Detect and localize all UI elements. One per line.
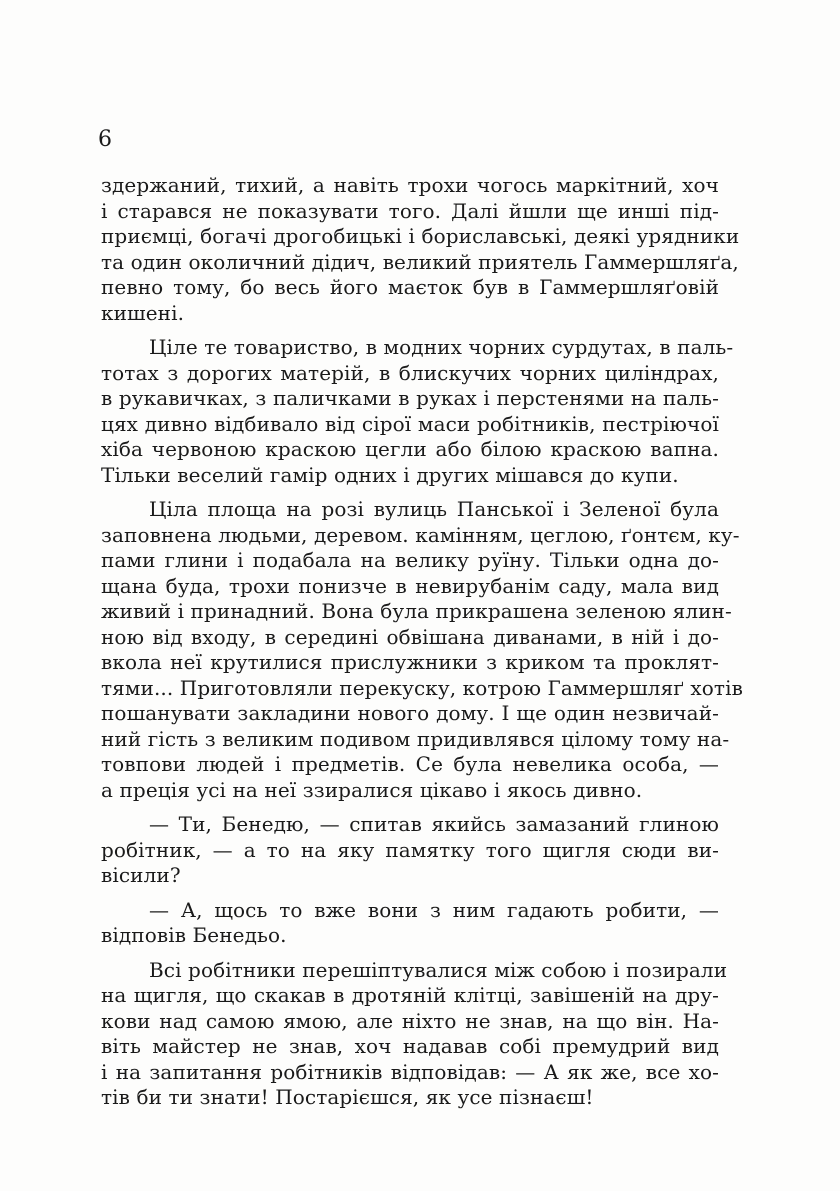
- paragraph-gap: [101, 326, 719, 335]
- text-line: приємці, богачі дрогобицькі і бориславські, деякі урядники: [101, 224, 740, 248]
- text-line: — А, щось то вже вони з ним гадають робити, —: [149, 897, 719, 922]
- text-line: відповів Бенедьо.: [101, 923, 287, 947]
- paragraph-gap: [101, 488, 719, 497]
- text-line: цях дивно відбивало від сірої маси робітників, пестріючої: [101, 411, 719, 436]
- text-line: кишені.: [101, 300, 185, 325]
- text-line: заповнена людьми, деревом. камінням, цеглою, ґонтєм, ку-: [101, 522, 740, 547]
- text-line: хіба червоною краскою цегли або білою краскою вапна.: [101, 437, 719, 461]
- text-line: вкола неї крутилися прислужники з криком та проклят-: [101, 650, 719, 674]
- text-line: щана буда, трохи понизче в невирубанім саду, мала вид: [101, 573, 719, 598]
- paragraph: [101, 957, 728, 1111]
- text-line: тотах з дорогих матерій, в блискучих чорних циліндрах,: [101, 360, 719, 385]
- text-line: а преція усі на неї ззиралися цікаво і якось дивно.: [101, 777, 643, 802]
- page-number: 6: [98, 127, 112, 152]
- text-line: Всі робітники перешіптувалися між собою і позирали: [149, 957, 728, 982]
- paragraph-gap: [101, 949, 719, 958]
- paragraph: [101, 497, 743, 803]
- text-line: та один околичний дідич, великий приятель Гаммершляґа,: [101, 249, 739, 274]
- paragraph-gap: [101, 889, 719, 898]
- text-line: Ціле те товариство, в модних чорних сурдутах, в паль-: [149, 335, 734, 359]
- paragraph: [101, 898, 719, 949]
- text-line: товпови людей і предметів. Се була невелика особа, —: [101, 752, 719, 776]
- body-text: [101, 173, 743, 1111]
- paragraph: [101, 335, 734, 488]
- text-line: ний гість з великим подивом придивлявся цілому тому на-: [101, 726, 730, 751]
- text-line: робітник, — а то на яку памятку того щигля сюди ви-: [101, 837, 719, 862]
- text-line: певно тому, бо весь його маєток був в Гаммершляґовій: [101, 275, 719, 299]
- text-line: кови над самою ямою, але ніхто не знав, на що він. На-: [101, 1008, 719, 1033]
- text-line: пошанувати закладини нового дому. І ще один незвичай-: [101, 701, 719, 725]
- text-line: і на запитання робітників відповідав: — А як же, все хо-: [101, 1059, 719, 1084]
- text-line: пами глини і подабала на велику руїну. Тільки одна до-: [101, 548, 719, 572]
- text-line: Тільки веселий гамір одних і других мішався до купи.: [101, 462, 679, 487]
- text-line: здержаний, тихий, а навіть трохи чогось маркітний, хоч: [101, 173, 719, 197]
- text-line: в рукавичках, з паличками в руках і перстенями на паль-: [101, 386, 719, 410]
- text-line: живий і принадний. Вона була прикрашена зеленою ялин-: [101, 599, 732, 623]
- text-line: віть майстер не знав, хоч надавав собі премудрий вид: [101, 1034, 719, 1058]
- text-line: тів би ти знати! Постарієшся, як усе пізнаєш!: [101, 1085, 594, 1109]
- paragraph-gap: [101, 803, 719, 812]
- text-line: на щигля, що скакав в дротяній клітці, завішеній на дру-: [101, 983, 719, 1007]
- text-line: ною від входу, в середині обвішана диванами, в ній і до-: [101, 624, 719, 649]
- text-line: тями... Приготовляли перекуску, котрою Гаммершляґ хотів: [101, 675, 743, 700]
- paragraph: [101, 173, 740, 326]
- text-line: і старався не показувати того. Далі йшли ще инші під-: [101, 198, 719, 223]
- text-line: — Ти, Бенедю, — спитав якийсь замазаний глиною: [149, 812, 719, 836]
- text-line: вісили?: [101, 863, 181, 887]
- text-line: Ціла площа на розі вулиць Панської і Зеленої була: [149, 497, 719, 521]
- paragraph: [101, 812, 719, 889]
